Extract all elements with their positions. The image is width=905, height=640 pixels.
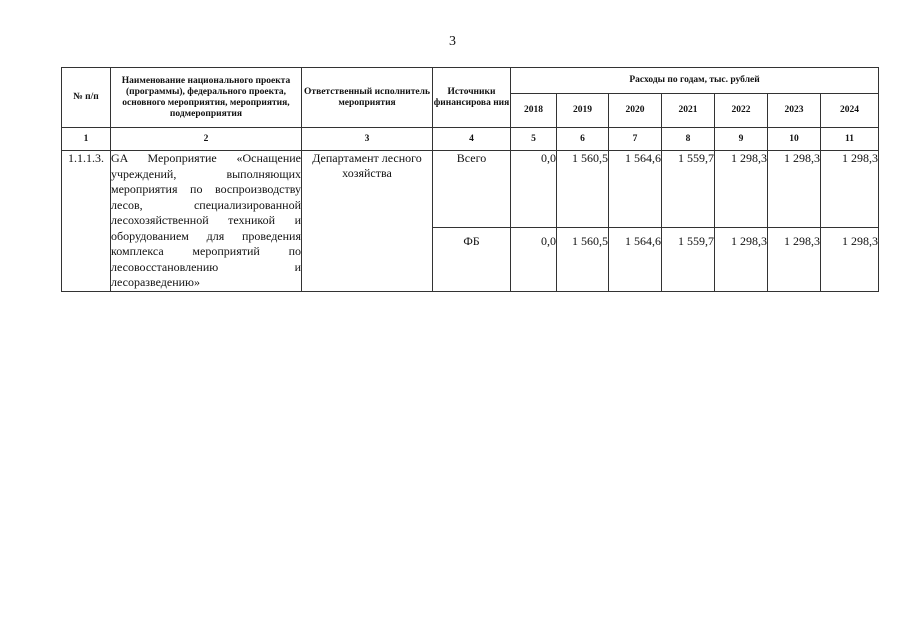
- expense-value: 1 298,3: [715, 151, 768, 228]
- financing-source: ФБ: [433, 228, 511, 291]
- expense-value: 1 298,3: [821, 228, 879, 291]
- column-number: 9: [715, 128, 768, 151]
- expense-value: 1 564,6: [609, 228, 662, 291]
- header-year: 2019: [557, 94, 609, 128]
- column-number: 1: [62, 128, 111, 151]
- expense-value: 1 560,5: [557, 228, 609, 291]
- budget-table: [61, 67, 879, 292]
- column-number: 11: [821, 128, 879, 151]
- header-year: 2018: [511, 94, 557, 128]
- expense-value: 1 559,7: [662, 151, 715, 228]
- expense-value: 1 298,3: [821, 151, 879, 228]
- header-year: 2020: [609, 94, 662, 128]
- header-year: 2024: [821, 94, 879, 128]
- expense-value: 1 298,3: [768, 228, 821, 291]
- financing-source: Всего: [433, 151, 511, 228]
- expense-value: 0,0: [511, 228, 557, 291]
- column-number-row: [62, 128, 879, 151]
- column-number: 10: [768, 128, 821, 151]
- row-number: 1.1.1.3.: [62, 151, 111, 292]
- header-expenses: Расходы по годам, тыс. рублей: [511, 68, 879, 94]
- header-responsible: Ответственный исполнитель мероприятия: [302, 68, 433, 128]
- header-year: 2022: [715, 94, 768, 128]
- responsible-executor: Департамент лесного хозяйства: [302, 151, 433, 292]
- header-num: № п/п: [62, 68, 111, 128]
- header-name: Наименование национального проекта (программы), федерального проекта, основного мероприятия, мероприятия, подмероприятия: [111, 68, 302, 128]
- header-sources: Источники финансирова ния: [433, 68, 511, 128]
- column-number: 3: [302, 128, 433, 151]
- header-row-top: [62, 68, 879, 94]
- expense-value: 1 560,5: [557, 151, 609, 228]
- column-number: 7: [609, 128, 662, 151]
- header-year: 2021: [662, 94, 715, 128]
- column-number: 4: [433, 128, 511, 151]
- expense-value: 1 298,3: [768, 151, 821, 228]
- header-year: 2023: [768, 94, 821, 128]
- column-number: 5: [511, 128, 557, 151]
- column-number: 8: [662, 128, 715, 151]
- expense-value: 1 564,6: [609, 151, 662, 228]
- table-row: [62, 151, 879, 228]
- expense-value: 1 559,7: [662, 228, 715, 291]
- column-number: 6: [557, 128, 609, 151]
- expense-value: 1 298,3: [715, 228, 768, 291]
- page-number: 3: [449, 34, 456, 49]
- column-number: 2: [111, 128, 302, 151]
- expense-value: 0,0: [511, 151, 557, 228]
- activity-name: GA Мероприятие «Оснащение учреждений, выполняющих мероприятия по воспроизводству лесов, специализированной лесохозяйственной техникой и оборудованием для проведения комплекса мероприятий по лесовосстановлению и лесоразведению»: [111, 151, 301, 289]
